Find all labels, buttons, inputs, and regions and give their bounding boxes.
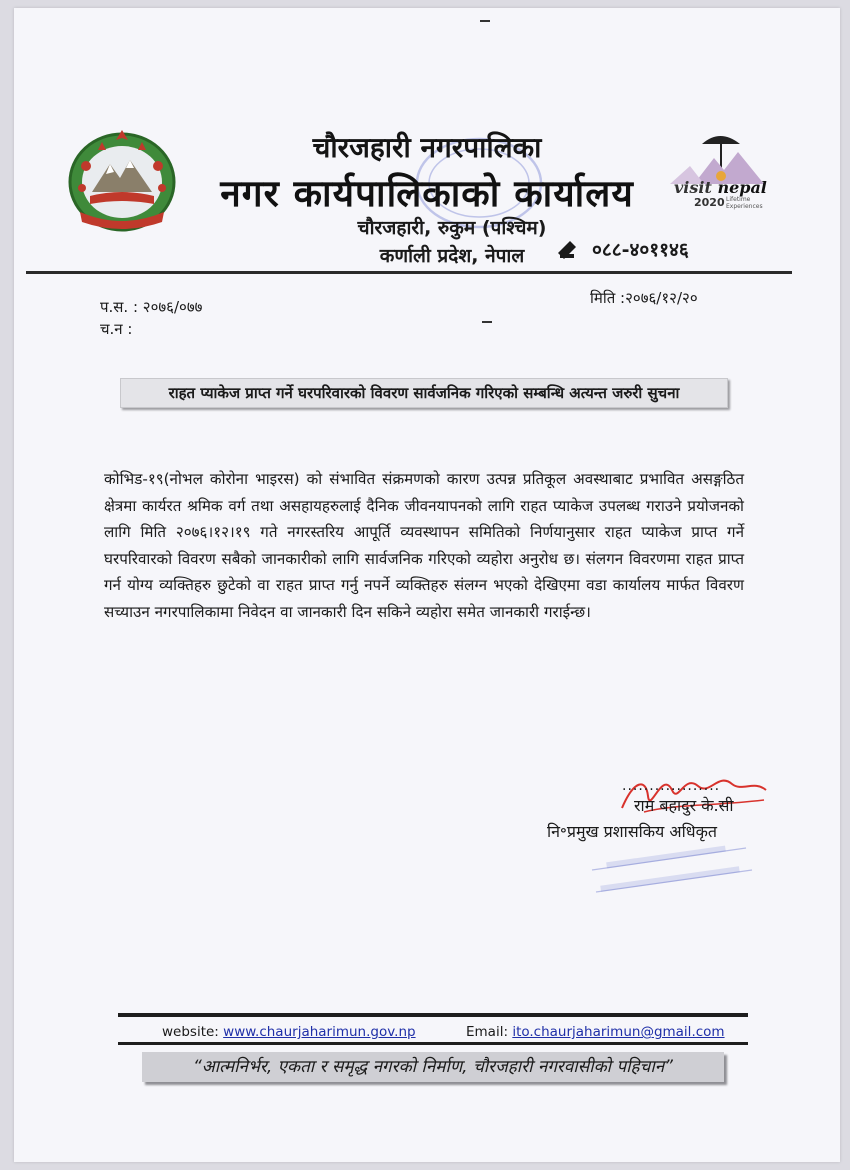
phone-number: ०८८-४०११४६: [592, 239, 689, 261]
footer-email: [466, 1024, 725, 1040]
website-label: website:: [162, 1024, 219, 1040]
visit-tagline-2: Experiences: [726, 203, 763, 210]
reference-ps: प.स. : २०७६/०७७: [100, 298, 203, 316]
website-link[interactable]: www.chaurjaharimun.gov.np: [223, 1024, 416, 1040]
office-title: नगर कार्यपालिकाको कार्यालय: [220, 172, 634, 215]
footer-motto: “आत्मनिर्भर, एकता र समृद्ध नगरको निर्माण, चौरजहारी नगरवासीको पहिचान”: [142, 1052, 724, 1082]
email-link[interactable]: ito.chaurjaharimun@gmail.com: [512, 1024, 725, 1040]
telephone-icon: [556, 238, 578, 260]
visit-text: visit: [674, 178, 712, 197]
signature-line: ..................: [622, 778, 721, 794]
notice-body: कोभिड-१९(नोभल कोरोना भाइरस) को संभावित संक्रमणको कारण उत्पन्न प्रतिकूल अवस्थाबाट प्रभावित असङ्गठित क्षेत्रमा कार्यरत श्रमिक वर्ग तथा असहायहरुलाई दैनिक जीवनयापनको लागि राहत प्याकेज उपलब्ध गराउने प्रयोजनको लागि मिति २०७६।१२।१९ गते नगरस्तरिय आपूर्ति व्यवस्थापन समितिको निर्णयानुसार राहत प्याकेज प्राप्त गर्ने घरपरिवारको विवरण सबैको जानकारीको लागि सार्वजनिक गरिएको व्यहोरा अनुरोध छ। संलगन विवरणमा राहत प्राप्त गर्न योग्य व्यक्तिहरु छुटेको वा राहत प्राप्त गर्नु नपर्ने व्यक्तिहरु संलग्न भएको देखिएमा वडा कार्यालय मार्फत विवरण सच्याउन नगरपालिकामा निवेदन वा जानकारी दिन सकिने व्यहोरा समेत जानकारी गराईन्छ।: [104, 470, 744, 621]
visit-year: 2020: [694, 196, 725, 209]
municipality-name: चौरजहारी नगरपालिका: [312, 131, 542, 164]
header-divider: [26, 271, 792, 274]
signatory-name: राम बहादुर के.सी: [634, 796, 734, 815]
reference-block: [100, 296, 202, 340]
phone-block: [556, 236, 689, 262]
letter-date: मिति :२०७६/१२/२०: [590, 289, 698, 307]
signatory-title: नि॰प्रमुख प्रशासकिय अधिकृत: [547, 822, 718, 841]
footer-divider-bottom: [118, 1042, 748, 1045]
officer-stamp: [586, 830, 756, 900]
address-line-2: कर्णाली प्रदेश, नेपाल: [379, 245, 525, 267]
scan-mark: [480, 20, 490, 22]
letter-page: [14, 8, 840, 1162]
subject-banner: राहत प्याकेज प्राप्त गर्ने घरपरिवारको विवरण सार्वजनिक गरिएको सम्बन्धि अत्यन्त जरुरी सुचना: [120, 378, 728, 408]
reference-cn: च.न :: [100, 320, 133, 338]
email-label: Email:: [466, 1024, 509, 1040]
visit-tagline-1: Lifetime: [726, 196, 751, 203]
address-line-1: चौरजहारी, रुकुम (पश्चिम): [357, 217, 547, 239]
scan-mark: [482, 321, 492, 323]
footer-divider-top: [118, 1013, 748, 1017]
nepal-text: nepal: [717, 178, 767, 197]
footer-website: [162, 1024, 416, 1040]
